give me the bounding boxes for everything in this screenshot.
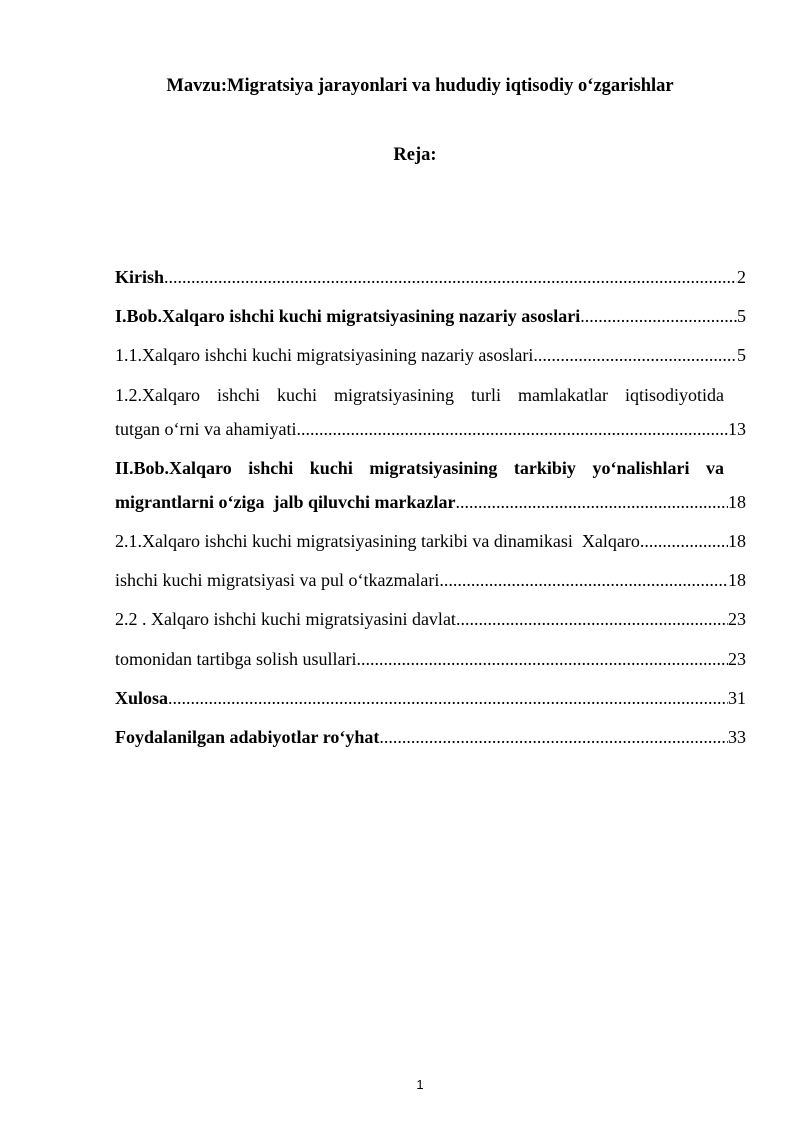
toc-word: va	[706, 457, 724, 478]
toc-entry-title: Xulosa	[115, 687, 169, 708]
toc-entry-bob2-line1	[115, 457, 746, 491]
toc-word: II.Bob.Xalqaro	[115, 457, 232, 478]
toc-leader-dots	[533, 344, 737, 366]
toc-entry-title: Foydalanilgan adabiyotlar ro‘yhat	[115, 726, 380, 747]
toc-word: 1.2.Xalqaro	[115, 384, 200, 405]
toc-entry-page: 31	[728, 687, 746, 708]
toc-entry-title: 2.2 . Xalqaro ishchi kuchi migratsiyasini davlat	[115, 609, 456, 630]
toc-entry-xulosa	[115, 687, 746, 726]
toc-leader-dots	[640, 530, 728, 552]
toc-entry-title: ishchi kuchi migratsiyasi va pul o‘tkazmalari	[115, 570, 440, 591]
toc-entry-2-1-line1	[115, 530, 746, 569]
toc-entry-1-1	[115, 344, 746, 383]
toc-word: turli	[470, 384, 501, 405]
toc-leader-dots	[296, 418, 728, 440]
toc-entry-bob2-line2	[115, 491, 746, 530]
toc-leader-dots	[164, 266, 737, 288]
table-of-contents	[115, 266, 746, 765]
toc-entry-bob1	[115, 305, 746, 344]
toc-entry-page: 18	[728, 530, 746, 551]
toc-word: iqtisodiyotida	[624, 384, 724, 405]
toc-leader-dots	[379, 726, 728, 748]
toc-entry-page: 23	[728, 609, 746, 630]
document-title: Mavzu:Migratsiya jarayonlari va hududiy iqtisodiy o‘zgarishlar	[166, 76, 674, 96]
toc-word: tarkibiy	[513, 457, 576, 478]
toc-word: migratsiyasining	[369, 457, 498, 478]
toc-entry-title: 2.1.Xalqaro ishchi kuchi migratsiyasining tarkibi va dinamikasi Xalqaro	[115, 530, 640, 551]
toc-entry-1-2-line2	[115, 418, 746, 457]
toc-word: kuchi	[309, 457, 353, 478]
toc-leader-dots	[356, 648, 728, 670]
toc-entry-page: 5	[737, 345, 746, 366]
toc-leader-dots	[168, 687, 728, 709]
toc-entry-page: 18	[728, 491, 746, 512]
toc-entry-2-2-line1	[115, 608, 746, 647]
toc-word: migratsiyasining	[333, 384, 454, 405]
toc-word: kuchi	[276, 384, 317, 405]
toc-entry-kirish	[115, 266, 746, 305]
toc-leader-dots	[455, 491, 728, 513]
toc-word: mamlakatlar	[517, 384, 608, 405]
plan-heading: Reja:	[393, 145, 437, 165]
toc-leader-dots	[580, 305, 737, 327]
toc-entry-page: 5	[737, 306, 746, 327]
toc-entry-title: migrantlarni o‘ziga jalb qiluvchi markazlar	[115, 491, 456, 512]
toc-entry-page: 23	[728, 648, 746, 669]
toc-entry-title: 1.1.Xalqaro ishchi kuchi migratsiyasining nazariy asoslari	[115, 345, 534, 366]
toc-word: ishchi	[248, 457, 294, 478]
toc-entry-2-1-line2	[115, 569, 746, 608]
toc-word: yo‘nalishlari	[592, 457, 690, 478]
page-number: 1	[416, 1077, 424, 1092]
toc-word: ishchi	[216, 384, 260, 405]
toc-entry-title: Kirish	[115, 267, 165, 287]
toc-entry-page: 2	[737, 267, 746, 287]
toc-leader-dots	[439, 569, 728, 591]
toc-entry-page: 13	[728, 418, 746, 439]
toc-entry-page: 18	[728, 570, 746, 591]
toc-entry-title: tomonidan tartibga solish usullari	[115, 648, 357, 669]
toc-entry-title: tutgan o‘rni va ahamiyati	[115, 418, 297, 439]
toc-leader-dots	[456, 608, 728, 630]
toc-entry-adabiyotlar	[115, 726, 746, 765]
toc-entry-1-2-line1	[115, 384, 746, 418]
toc-entry-page: 33	[728, 726, 746, 747]
toc-entry-title: I.Bob.Xalqaro ishchi kuchi migratsiyasining nazariy asoslari	[115, 306, 581, 327]
toc-entry-2-2-line2	[115, 648, 746, 687]
